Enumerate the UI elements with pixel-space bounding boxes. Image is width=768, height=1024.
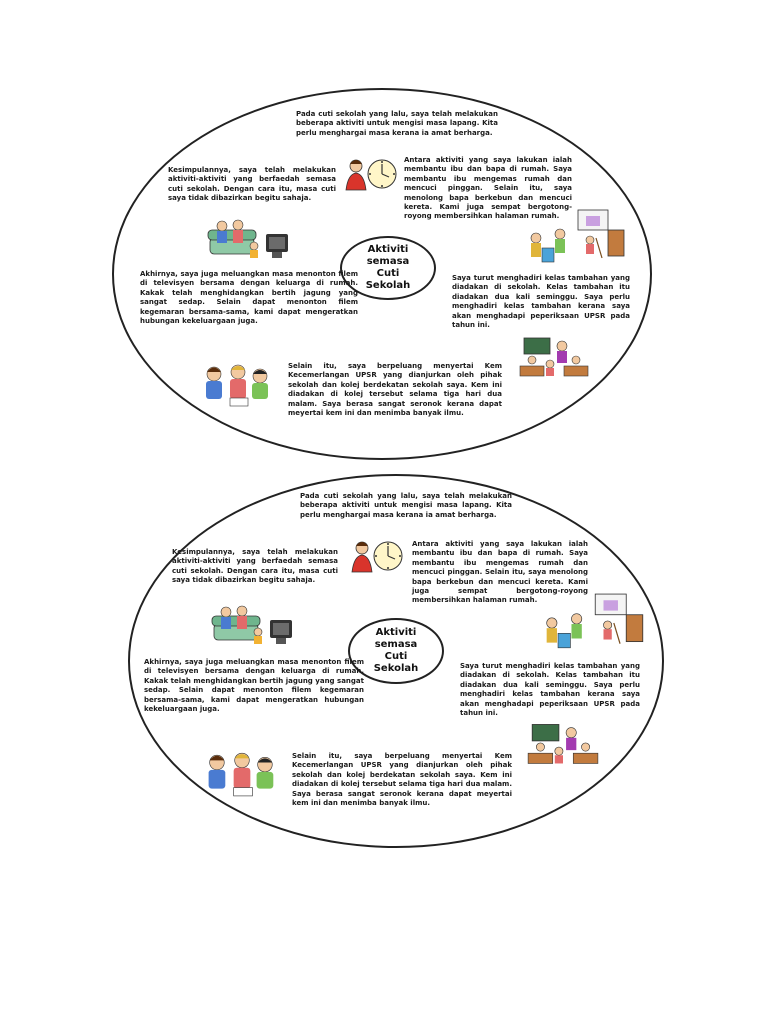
family-watching-tv-icon (208, 602, 296, 648)
mind-map-2 (0, 468, 768, 848)
center-line: Sekolah (365, 280, 411, 291)
teacher-clock-icon (348, 538, 406, 574)
children-doing-chores-icon (516, 208, 626, 268)
tv-paragraph: Akhirnya, saya juga meluangkan masa menonton filem di televisyen bersama dengan keluarga di rumah. Kakak telah menghidangkan bertih jagung yang sangat sedap. Selain dapat menonton filem kegemaran bersama-sama, kami dapat mengeratkan hubungan kekeluargaan juga. (140, 270, 358, 326)
intro-paragraph: Pada cuti sekolah yang lalu, saya telah melakukan beberapa aktiviti untuk mengisi masa lapang. Kita perlu menghargai masa kerana ia amat berharga. (300, 492, 512, 519)
center-line: semasa (374, 639, 418, 650)
mind-map-1 (0, 80, 768, 460)
center-line: Sekolah (373, 663, 419, 674)
center-line: Cuti (384, 651, 408, 662)
extra-class-paragraph: Saya turut menghadiri kelas tambahan yang diadakan di sekolah. Kelas tambahan itu diadakan dua kali seminggu. Saya perlu menghadiri kelas tambahan kerana saya akan menghadapi peperiksaan UPSR pada tahun ini. (452, 274, 630, 330)
classroom-icon (524, 722, 602, 768)
extra-class-paragraph: Saya turut menghadiri kelas tambahan yang diadakan di sekolah. Kelas tambahan itu diadakan dua kali seminggu. Saya perlu menghadiri kelas tambahan kerana saya akan menghadapi peperiksaan UPSR pada tahun ini. (460, 662, 640, 718)
conclusion-paragraph: Kesimpulannya, saya telah melakukan aktiviti-aktiviti yang berfaedah semasa cuti sekolah. Dengan cara itu, masa cuti saya tidak dibazirkan begitu sahaja. (172, 548, 338, 585)
camp-paragraph: Selain itu, saya berpeluang menyertai Kem Kecemerlangan UPSR yang dianjurkan oleh pihak sekolah dan kolej berdekatan sekolah saya. Kem ini diadakan di kolej tersebut selama tiga hari dua malam. Saya berasa sangat seronok kerana dapat meyertai kem ini dan menimba banyak ilmu. (288, 362, 502, 418)
conclusion-paragraph: Kesimpulannya, saya telah melakukan aktiviti-aktiviti yang berfaedah semasa cuti sekolah. Dengan cara itu, masa cuti saya tidak dibazirkan begitu sahaja. (168, 166, 336, 203)
tv-paragraph: Akhirnya, saya juga meluangkan masa menonton filem di televisyen bersama dengan keluarga di rumah. Kakak telah menghidangkan bertih jagung yang sangat sedap. Selain dapat menonton filem kegemaran bersama-sama, kami dapat mengeratkan hubungan kekeluargaan juga. (144, 658, 364, 714)
center-line: Aktiviti (375, 627, 417, 638)
children-group-icon (200, 362, 276, 408)
home-activity-paragraph: Antara aktiviti yang saya lakukan ialah membantu ibu dan bapa di rumah. Saya membantu ibu mengemas rumah dan mencuci pinggan. Selain itu, saya menolong bapa berkebun dan mencuci kereta. Kami juga sempat bergotong-royong membersihkan halaman rumah. (412, 540, 588, 605)
family-watching-tv-icon (206, 216, 290, 262)
children-doing-chores-icon (530, 592, 646, 654)
classroom-icon (516, 336, 592, 380)
camp-paragraph: Selain itu, saya berpeluang menyertai Kem Kecemerlangan UPSR yang dianjurkan oleh pihak sekolah dan kolej berdekatan sekolah saya. Kem ini diadakan di kolej tersebut selama tiga hari dua malam. Saya berasa sangat seronok kerana dapat meyertai kem ini dan menimba banyak ilmu. (292, 752, 512, 808)
children-group-icon (202, 750, 282, 798)
center-line: Cuti (376, 268, 400, 279)
center-line: semasa (366, 256, 410, 267)
home-activity-paragraph: Antara aktiviti yang saya lakukan ialah membantu ibu dan bapa di rumah. Saya membantu ibu mengemas rumah dan mencuci pinggan. Selain itu, saya menolong bapa berkebun dan mencuci kereta. Kami juga sempat bergotong-royong membersihkan halaman rumah. (404, 156, 572, 221)
teacher-clock-icon (342, 156, 400, 192)
center-line: Aktiviti (367, 244, 409, 255)
intro-paragraph: Pada cuti sekolah yang lalu, saya telah melakukan beberapa aktiviti untuk mengisi masa lapang. Kita perlu menghargai masa kerana ia amat berharga. (296, 110, 498, 137)
